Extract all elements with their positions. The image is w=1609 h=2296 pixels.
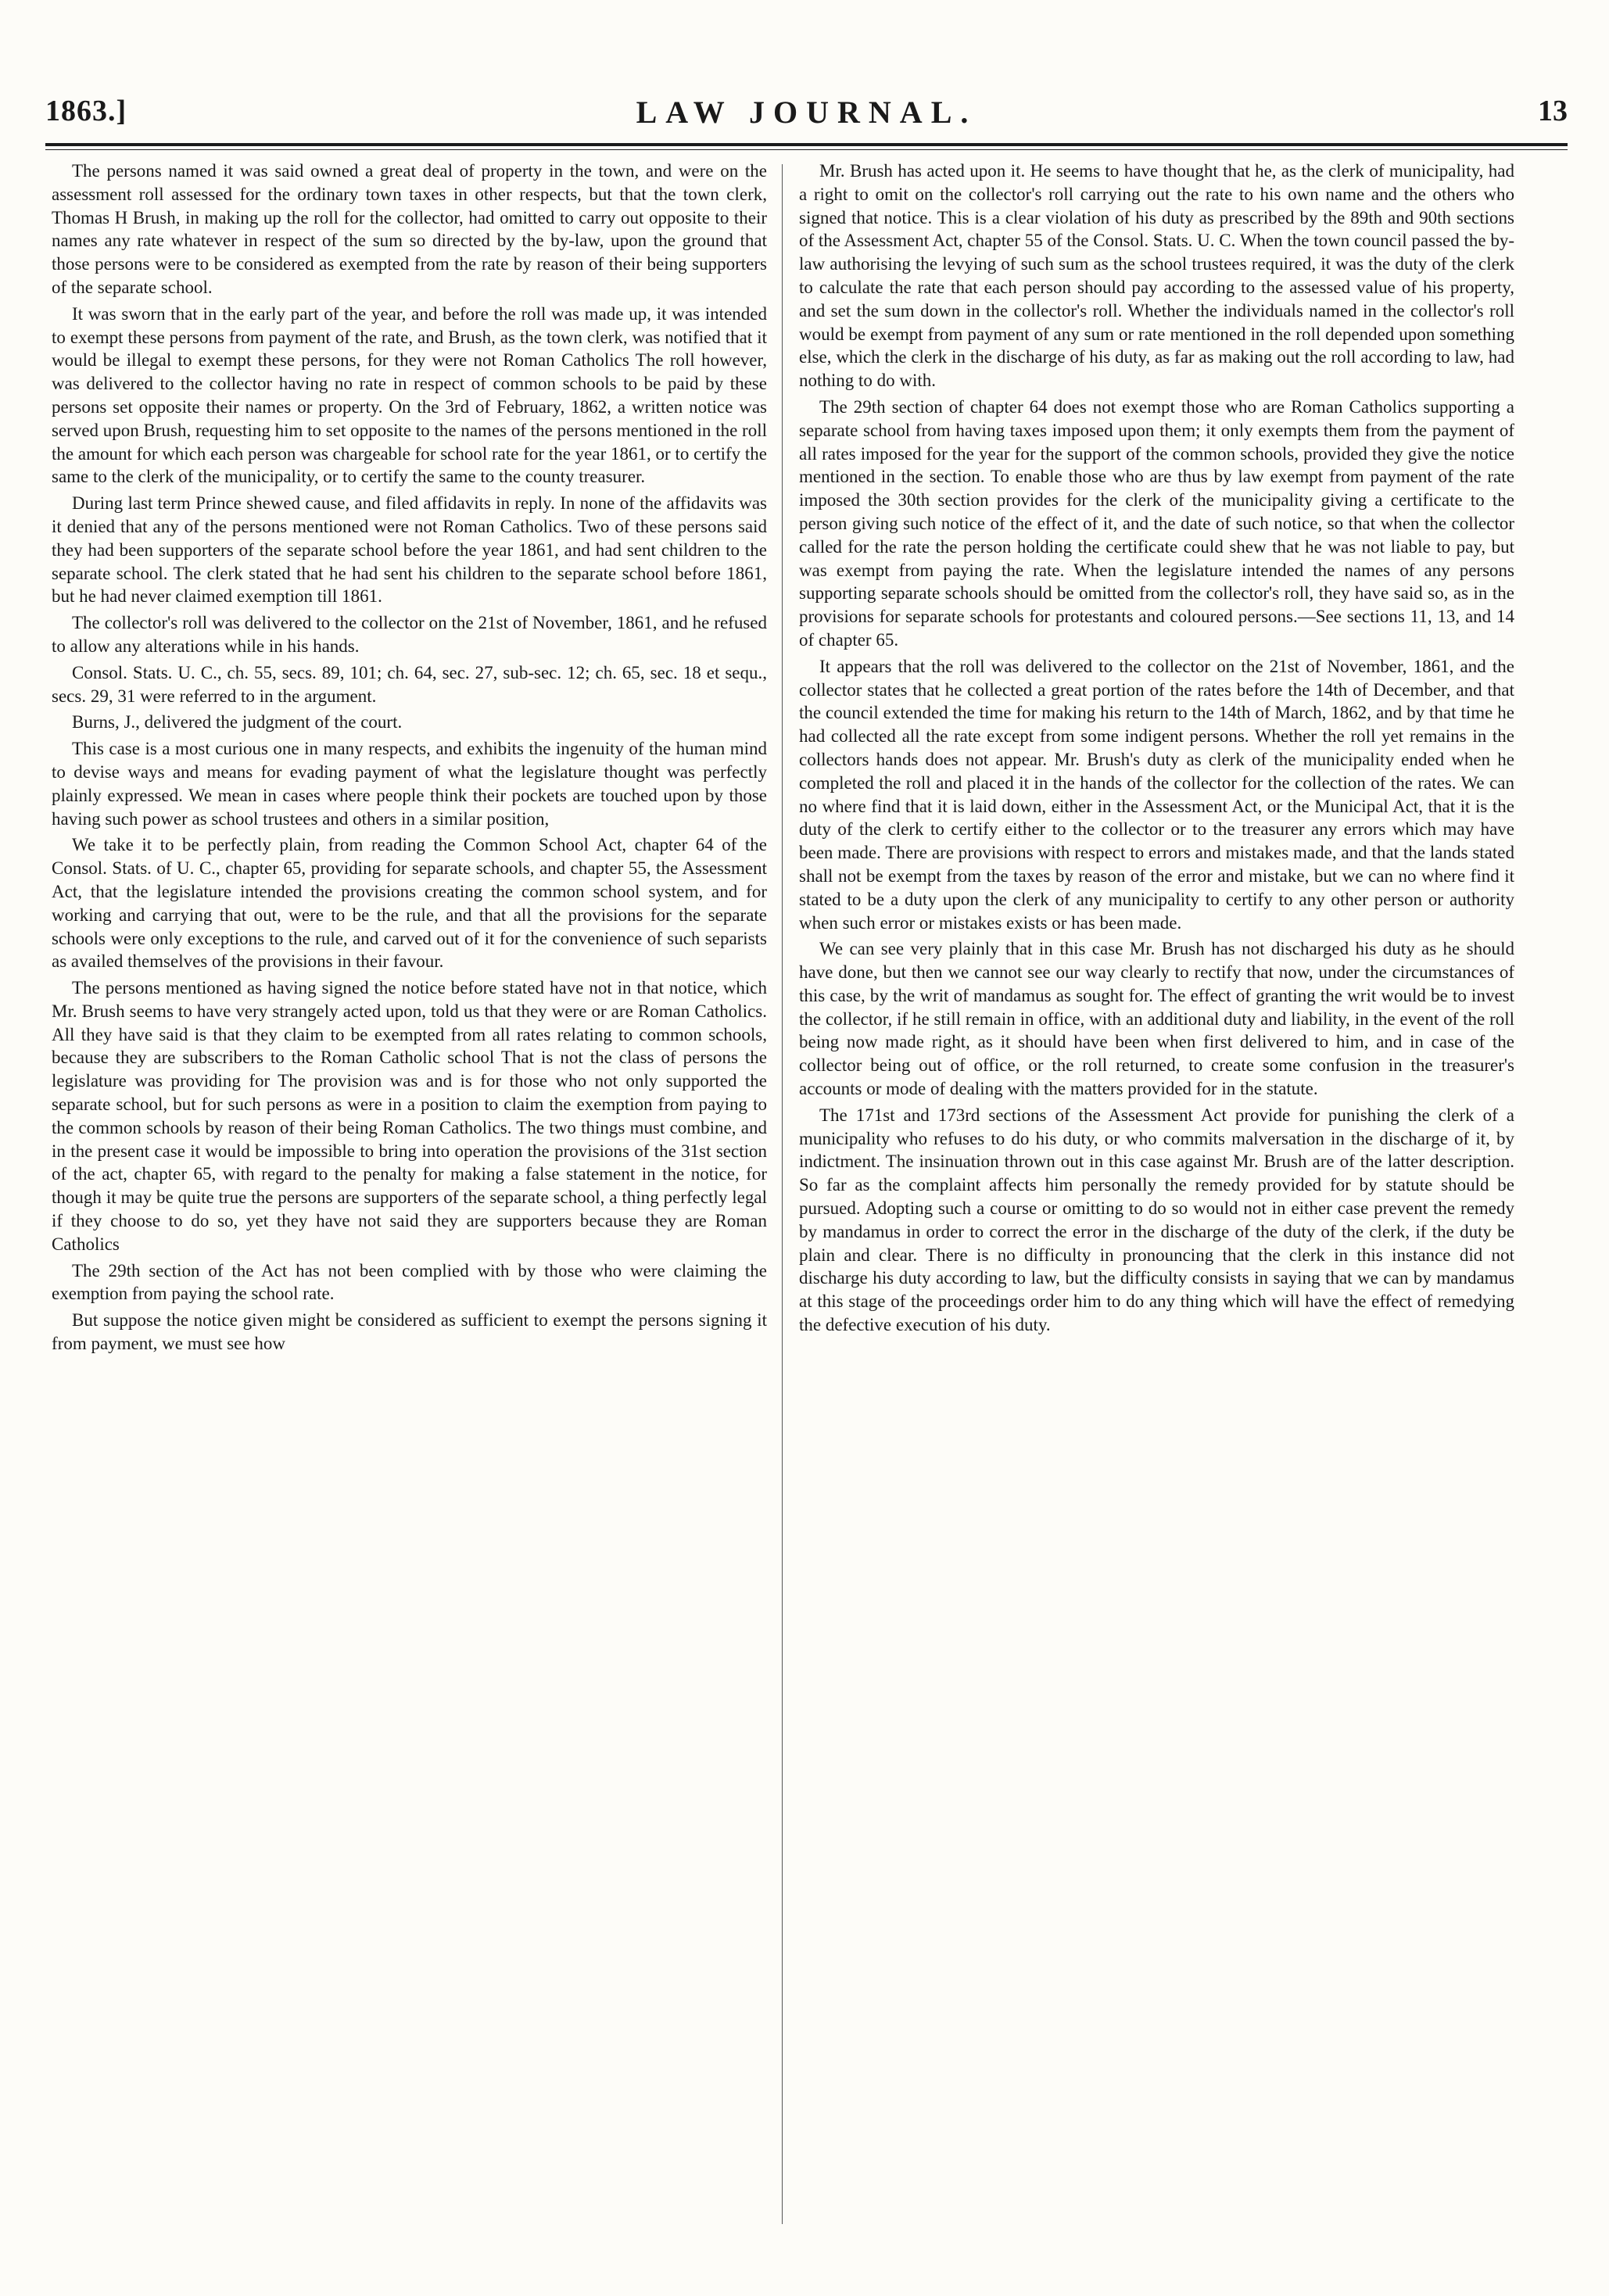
- paragraph: The persons named it was said owned a great deal of property in the town, and were on the assessment roll assessed for the ordinary town taxes in other respects, but that the town clerk, Thomas H Brush, in making up the roll for the collector, had omitted to carry out opposite to their names any rate whatever in respect of the sum so directed by the by-law, upon the ground that those persons were to be considered as exempted from the rate by reason of their being supporters of the separate school.: [52, 161, 767, 297]
- paragraph: It appears that the roll was delivered to the collector on the 21st of November, 1861, and the collector states that he collected a great portion of the rates before the 14th of December, and that the council extended the time for making his return to the 14th of March, 1862, and by that time he had collected all the rate except from some indigent persons. Whether the roll yet remains in the collectors hands does not appear. Mr. Brush's duty as clerk of the municipality ended when he completed the roll and placed it in the hands of the collector for the collection of the rates. We can no where find that it is laid down, either in the Assessment Act, or the Municipal Act, that it is the duty of the clerk to certify either to the collector or to the treasurer any errors which may have been made. There are provisions with respect to errors and mistakes made, and that the lands stated shall not be exempt from the taxes by reason of the error and mistake, but we can no where find it stated to be a duty upon the clerk of any municipality to certify to any other person or authority when such error or mistakes exists or has been made.: [799, 656, 1514, 933]
- column-divider: [782, 164, 783, 2224]
- paragraph: The 171st and 173rd sections of the Assessment Act provide for punishing the clerk of a municipality who refuses to do his duty, or who commits malversation in the discharge of it, by indictment. The insinuation thrown out in this case against Mr. Brush are of the latter description. So far as the complaint affects him personally the remedy provided for by statute should be pursued. Adopting such a course or omitting to do so would not in either case prevent the remedy by mandamus in order to correct the error in the discharge of the duty of the clerk, if the duty be plain and clear. There is no difficulty in pronouncing that the clerk in this instance did not discharge his duty according to law, but the difficulty consists in saying that we can by mandamus at this stage of the proceedings order him to do any thing which will have the effect of remedying the defective execution of his duty.: [799, 1105, 1514, 1335]
- paragraph: The 29th section of the Act has not been complied with by those who were claiming the exemption from paying the school rate.: [52, 1260, 767, 1304]
- paragraph: We can see very plainly that in this case Mr. Brush has not discharged his duty as he should have done, but then we cannot see our way clearly to rectify that now, under the circumstances of this case, by the writ of mandamus as sought for. The effect of granting the writ would be to invest the collector, if he still remain in office, with an additional duty and liability, in the event of the roll being now made right, as it should have been when first delivered to him, and in case of the collector being out of office, or the roll returned, to create some confusion in the treasurer's accounts or mode of dealing with the matters provided for in the statute.: [799, 939, 1514, 1099]
- paragraph: Burns, J., delivered the judgment of the court.: [72, 712, 403, 732]
- header-page-number: 13: [1538, 95, 1568, 127]
- running-header: [45, 94, 1568, 141]
- paragraph: But suppose the notice given might be considered as sufficient to exempt the persons signing it from payment, we must see how: [52, 1310, 767, 1354]
- header-title: LAW JOURNAL.: [636, 95, 977, 130]
- right-column: [799, 159, 1514, 2239]
- paragraph: The 29th section of chapter 64 does not exempt those who are Roman Catholics supporting a separate school from having taxes imposed upon them; it only exempts them from the payment of all rates imposed for the year for the support of the common schools, provided they give the notice mentioned in the section. To enable those who are thus by law exempt from payment of the rate imposed the 30th section provides for the clerk of the municipality giving a certificate to the person giving such notice of the effect of it, and the date of such notice, so that when the collector called for the rate the person holding the certificate could shew that he was not liable to pay, but was exempt from paying the rate. When the legislature intended the names of any persons supporting separate schools should be omitted from the collector's roll, they have said so, as in the provisions for separate schools for protestants and coloured persons.—See sections 11, 13, and 14 of chapter 65.: [799, 396, 1514, 650]
- paragraph: The persons mentioned as having signed the notice before stated have not in that notice, which Mr. Brush seems to have very strangely acted upon, told us that they were or are Roman Catholics. All they have said is that they claim to be exempted from all rates relating to common schools, because they are subscribers to the Roman Catholic school That is not the class of persons the legislature was providing for The provision was and is for those who not only supported the separate school, but for such persons as were in a position to claim the exemption from paying to the common schools by reason of their being Roman Catholics. The two things must combine, and in the present case it would be impossible to bring into operation the provisions of the 31st section of the act, chapter 65, with regard to the penalty for making a false statement in the notice, for though it may be quite true the persons are supporters of the separate school, a thing perfectly legal if they choose to do so, yet they have not said they are supporters because they are Roman Catholics: [52, 978, 767, 1254]
- paragraph: It was sworn that in the early part of the year, and before the roll was made up, it was intended to exempt these persons from payment of the rate, and Brush, as the town clerk, was notified that it would be illegal to exempt these persons, for they were not Roman Catholics The roll however, was delivered to the collector having no rate in respect of common schools to be paid by these persons set opposite their names or property. On the 3rd of February, 1862, a written notice was served upon Brush, requesting him to set opposite to the names of the persons mentioned in the roll the amount for which each person was chargeable for school rate for the year 1861, or to certify the same to the clerk of the municipality, or to certify the same to the county treasurer.: [52, 303, 767, 487]
- header-year: 1863.]: [45, 95, 127, 127]
- paragraph: The collector's roll was delivered to the collector on the 21st of November, 1861, and he refused to allow any alterations while in his hands.: [52, 613, 767, 656]
- header-rule-thick: [45, 143, 1568, 146]
- left-column: [52, 159, 767, 2239]
- paragraph: Consol. Stats. U. C., ch. 55, secs. 89, 101; ch. 64, sec. 27, sub-sec. 12; ch. 65, sec. 18 et sequ., secs. 29, 31 were referred to in the argument.: [52, 662, 767, 706]
- paragraph: We take it to be perfectly plain, from reading the Common School Act, chapter 64 of the Consol. Stats. of U. C., chapter 65, providing for separate schools, and chapter 55, the Assessment Act, that the legislature intended the provisions creating the common school system, and for working and carrying that out, were to be the rule, and that all the provisions for the separate schools were only exceptions to the rule, and carved out of it for the convenience of such separists as availed themselves of the provisions in their favour.: [52, 835, 767, 972]
- paragraph: This case is a most curious one in many respects, and exhibits the ingenuity of the human mind to devise ways and means for evading payment of what the legislature thought was perfectly plainly expressed. We mean in cases where people think their pockets are touched upon by those having such power as school trustees and others in a similar position,: [52, 739, 767, 829]
- header-rule-thin: [45, 149, 1568, 150]
- paragraph: Mr. Brush has acted upon it. He seems to have thought that he, as the clerk of municipality, had a right to omit on the collector's roll carrying out the rate to his own name and the others who signed that notice. This is a clear violation of his duty as prescribed by the 89th and 90th sections of the Assessment Act, chapter 55 of the Consol. Stats. U. C. When the town council passed the by-law authorising the levying of such sum as the school trustees required, it was the duty of the clerk to calculate the rate that each person should pay according to the assessed value of his property, and set the sum down in the collector's roll. Whether the individuals named in the collector's roll would be exempt from payment of any sum or rate mentioned in the roll depended upon something else, which the clerk in the discharge of his duty, as far as making out the roll according to law, had nothing to do with.: [799, 161, 1514, 391]
- paragraph: During last term Prince shewed cause, and filed affidavits in reply. In none of the affidavits was it denied that any of the persons mentioned were not Roman Catholics. Two of these persons said they had been supporters of the separate school before the year 1861, and had sent children to the separate school. The clerk stated that he had sent his children to the separate school before 1861, but he had never claimed exemption till 1861.: [52, 493, 767, 607]
